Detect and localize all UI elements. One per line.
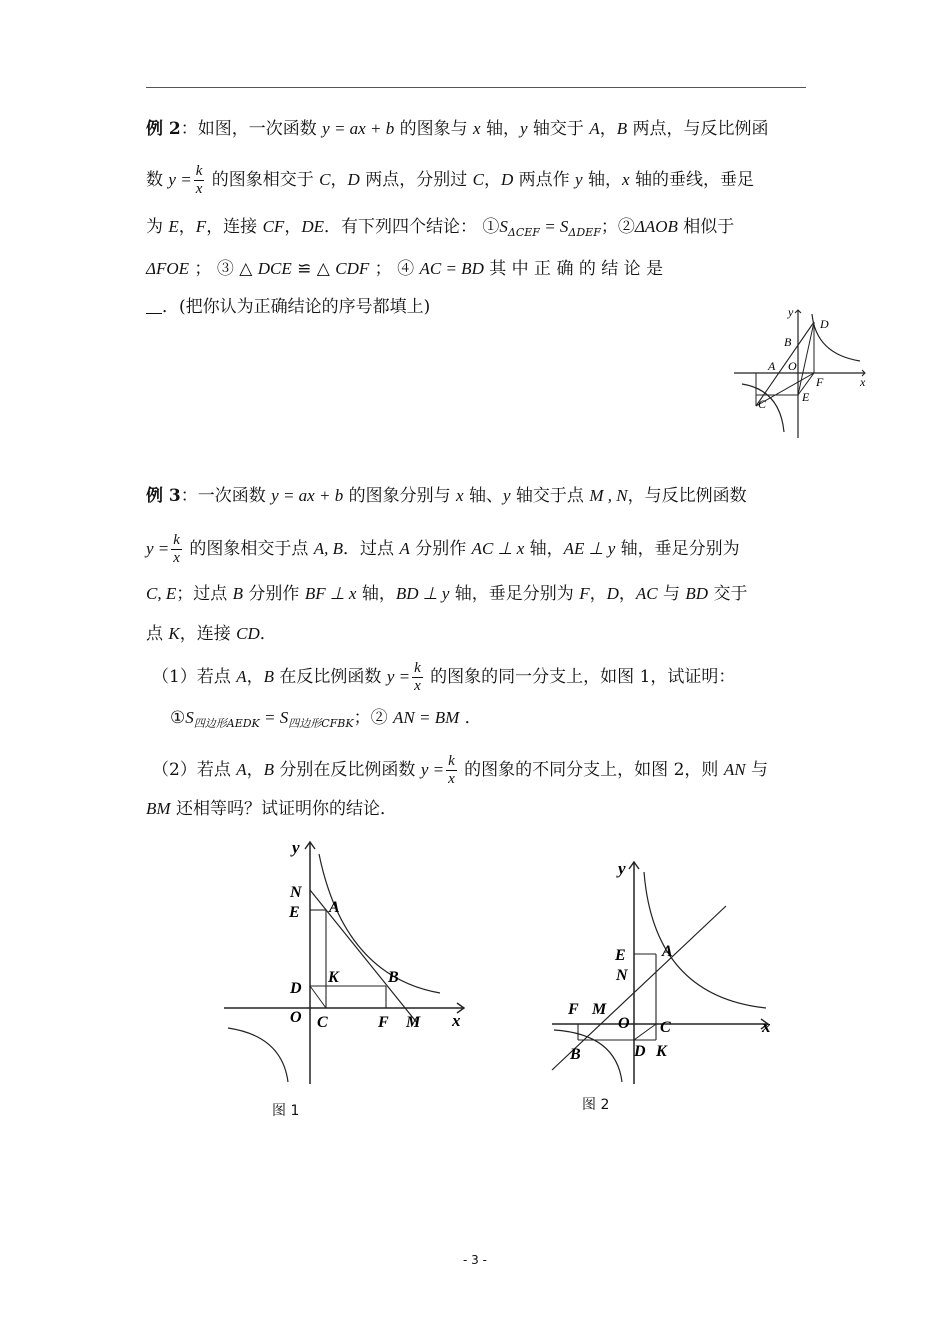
ex2-label: 例 2 xyxy=(146,119,181,139)
fig1-label-C: C xyxy=(317,1014,328,1031)
ex3-line-3: C, E；过点 B 分别作 BF ⊥ x 轴，BD ⊥ y 轴，垂足分别为 F，D，AC 与 BD 交于 xyxy=(146,584,748,604)
fig2-label-C: C xyxy=(660,1019,671,1036)
figure-2 xyxy=(548,856,780,1088)
fig2-label-F: F xyxy=(568,1001,579,1018)
fig1-label-E: E xyxy=(289,904,300,921)
header-rule xyxy=(146,87,806,88)
ex3-line-2: y = $\frac{k}{x}$ 的图象相交于点 A, B．过点 A 分别作 AC ⊥ x 轴，AE ⊥ y 轴，垂足分别为 xyxy=(146,532,740,566)
ex2-line-2: 数 y = $\frac{k}{x}$ 的图象相交于 C，D 两点，分别过 C，D 两点作 y 轴，x 轴的垂线，垂足 xyxy=(146,163,754,197)
label-D: D xyxy=(820,317,829,331)
fig1-label-K: K xyxy=(328,969,339,986)
ex2-line-5: ．(把你认为正确结论的序号都填上) xyxy=(146,295,806,319)
ex3-part1: （1）若点 A，B 在反比例函数 y = $\frac{k}{x}$ 的图象的同一分支上，如图 1，试证明： xyxy=(152,660,736,694)
fig2-label-K: K xyxy=(656,1043,667,1060)
fig2-label-M: M xyxy=(592,1001,607,1018)
fig1-label-B: B xyxy=(388,969,399,986)
fig2-label-N: N xyxy=(616,967,628,984)
fig2-label-x: x xyxy=(762,1017,771,1036)
fig2-label-A: A xyxy=(662,943,673,960)
ex3-part2: （2）若点 A，B 分别在反比例函数 y = $\frac{k}{x}$ 的图象的不同分支上，如图 2，则 AN 与 xyxy=(152,753,768,787)
label-E: E xyxy=(802,390,810,404)
fig1-label-N: N xyxy=(290,884,302,901)
fig1-label-y: y xyxy=(292,838,300,857)
figure-1 xyxy=(218,836,476,1088)
ex2-line-4: ΔFOE ； ③ △ DCE ≌ △ CDF ； ④ AC = BD 其 中 正 确 的 结 论 是 xyxy=(146,259,664,279)
ex3-part1-claims: $①S_{四边形AEDK} = S_{四边形CFBK}$；② AN = BM ． xyxy=(170,708,482,730)
fig1-label-F: F xyxy=(378,1014,389,1031)
label-B: B xyxy=(784,335,792,349)
ex2-line-3: 为 E，F，连接 CF，DE．有下列四个结论： $①S_{\Delta CEF} = S_{\Delta DEF}$；②ΔAOB 相似于 xyxy=(146,217,735,239)
fig1-label-M: M xyxy=(406,1014,421,1031)
fig1-label-D: D xyxy=(290,980,302,997)
fig1-caption: 图 1 xyxy=(272,1103,300,1119)
fig1-label-O: O xyxy=(290,1009,302,1026)
label-y: y xyxy=(788,306,794,319)
ex2-line-1: 例 2：如图，一次函数 y = ax + b 的图象与 x 轴，y 轴交于 A，B 两点，与反比例函 xyxy=(146,119,769,139)
answer-blank[interactable] xyxy=(146,297,162,314)
label-F: F xyxy=(816,375,824,389)
fig2-label-y: y xyxy=(618,859,626,878)
fig2-label-O: O xyxy=(618,1015,630,1032)
label-C: C xyxy=(758,397,767,411)
ex3-part2-line2: BM 还相等吗？试证明你的结论． xyxy=(146,799,397,819)
ex3-label: 例 3 xyxy=(146,486,181,506)
ex3-line-1: 例 3：一次函数 y = ax + b 的图象分别与 x 轴、y 轴交于点 M , N，与反比例函数 xyxy=(146,486,747,506)
label-x: x xyxy=(860,375,866,389)
fig1-label-A: A xyxy=(329,899,340,916)
page-number: - 3 - xyxy=(463,1253,487,1267)
fig1-label-x: x xyxy=(452,1011,461,1030)
fig2-label-B: B xyxy=(570,1046,581,1063)
fig2-label-E: E xyxy=(615,947,626,964)
ex2-figure xyxy=(732,306,872,442)
fig2-label-D: D xyxy=(634,1043,646,1060)
ex3-line-4: 点 K，连接 CD． xyxy=(146,624,277,644)
fig2-caption: 图 2 xyxy=(582,1097,610,1113)
label-A: A xyxy=(768,359,776,373)
label-O: O xyxy=(788,359,797,373)
fraction-k-over-x: $\frac{k}{x}$ xyxy=(195,163,203,197)
